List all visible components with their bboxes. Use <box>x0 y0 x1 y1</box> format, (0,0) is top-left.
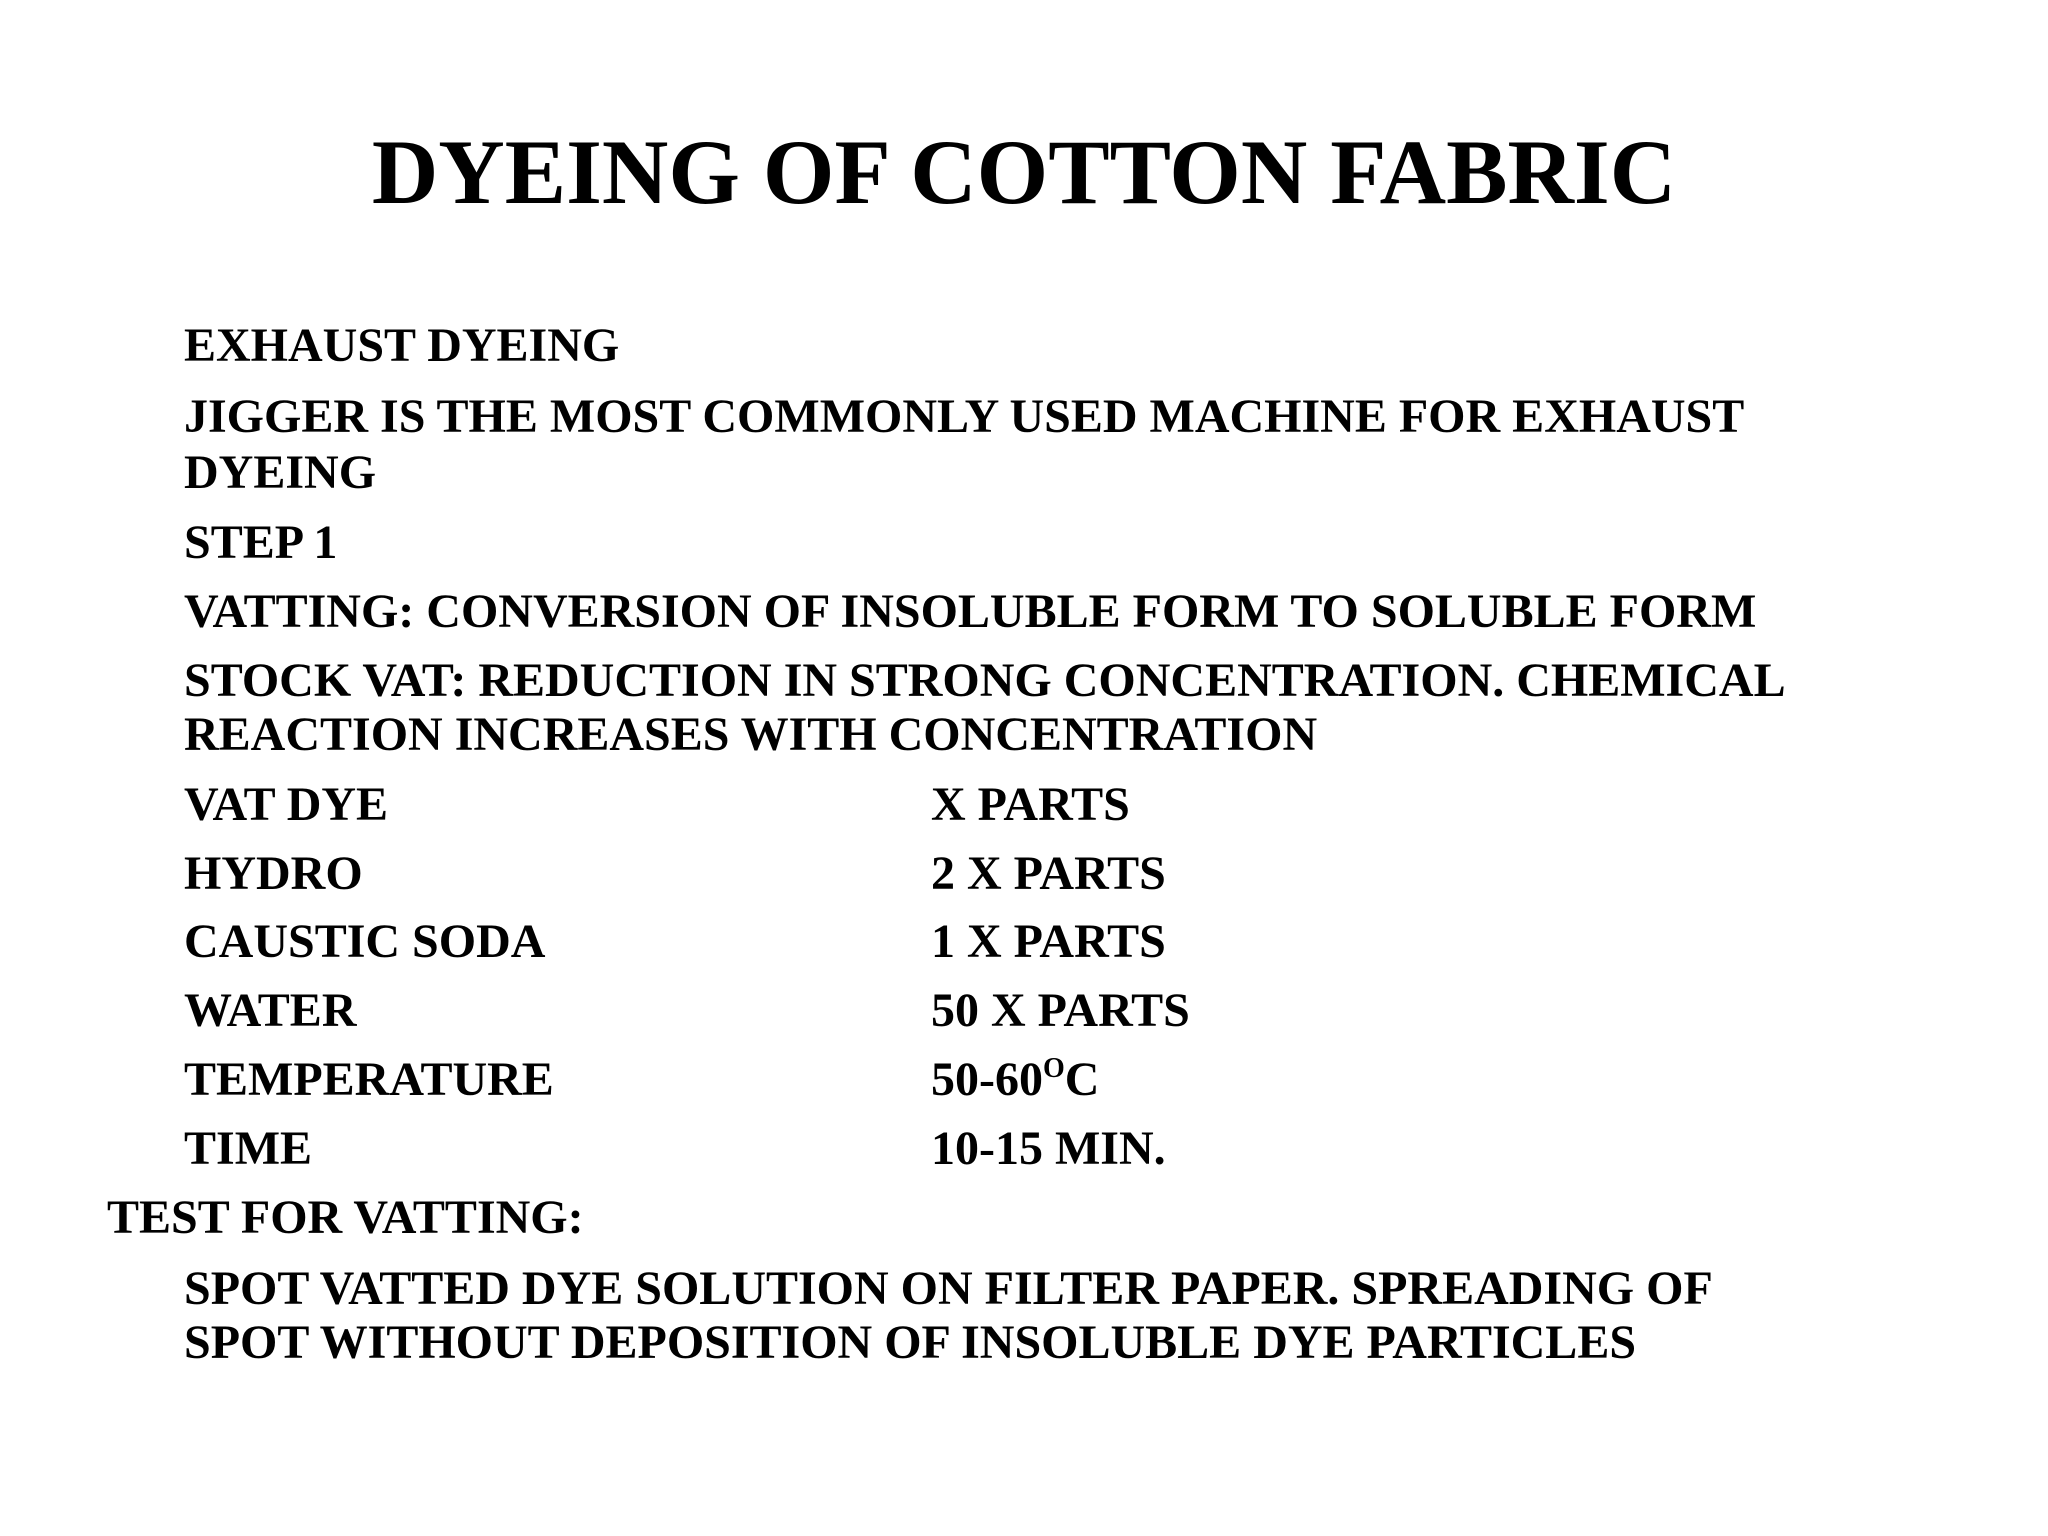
recipe-amount: 10-15 MIN. <box>931 1122 1166 1175</box>
intro-line-exhaust-dyeing: EXHAUST DYEING <box>184 319 620 372</box>
recipe-item: CAUSTIC SODA <box>184 915 546 968</box>
test-text-line: SPOT WITHOUT DEPOSITION OF INSOLUBLE DYE PARTICLES <box>184 1316 1637 1369</box>
recipe-amount: 1 X PARTS <box>931 915 1166 968</box>
test-heading: TEST FOR VATTING: <box>107 1191 584 1244</box>
intro-line-jigger-cont: DYEING <box>184 446 377 499</box>
intro-line-vatting: VATTING: CONVERSION OF INSOLUBLE FORM TO SOLUBLE FORM <box>184 585 1757 638</box>
recipe-amount: 50 X PARTS <box>931 984 1190 1037</box>
recipe-amount-temperature <box>931 1052 1099 1107</box>
slide-title: DYEING OF COTTON FABRIC <box>371 121 1677 223</box>
recipe-item: TIME <box>184 1122 313 1175</box>
recipe-amount: 2 X PARTS <box>931 847 1166 900</box>
recipe-item: WATER <box>184 984 357 1037</box>
recipe-amount: X PARTS <box>931 778 1130 831</box>
intro-line-stock-vat: STOCK VAT: REDUCTION IN STRONG CONCENTRATION. CHEMICAL <box>184 654 1786 707</box>
recipe-item: HYDRO <box>184 847 363 900</box>
intro-line-stock-vat-cont: REACTION INCREASES WITH CONCENTRATION <box>184 708 1318 761</box>
intro-line-jigger: JIGGER IS THE MOST COMMONLY USED MACHINE FOR EXHAUST <box>184 390 1745 443</box>
degree-superscript: O <box>1042 1053 1065 1084</box>
temperature-range: 50-60 <box>931 1053 1043 1106</box>
intro-line-step: STEP 1 <box>184 516 338 569</box>
test-text-line: SPOT VATTED DYE SOLUTION ON FILTER PAPER. SPREADING OF <box>184 1262 1713 1315</box>
recipe-item: VAT DYE <box>184 778 389 831</box>
recipe-item: TEMPERATURE <box>184 1053 554 1106</box>
temperature-unit: C <box>1064 1053 1100 1106</box>
